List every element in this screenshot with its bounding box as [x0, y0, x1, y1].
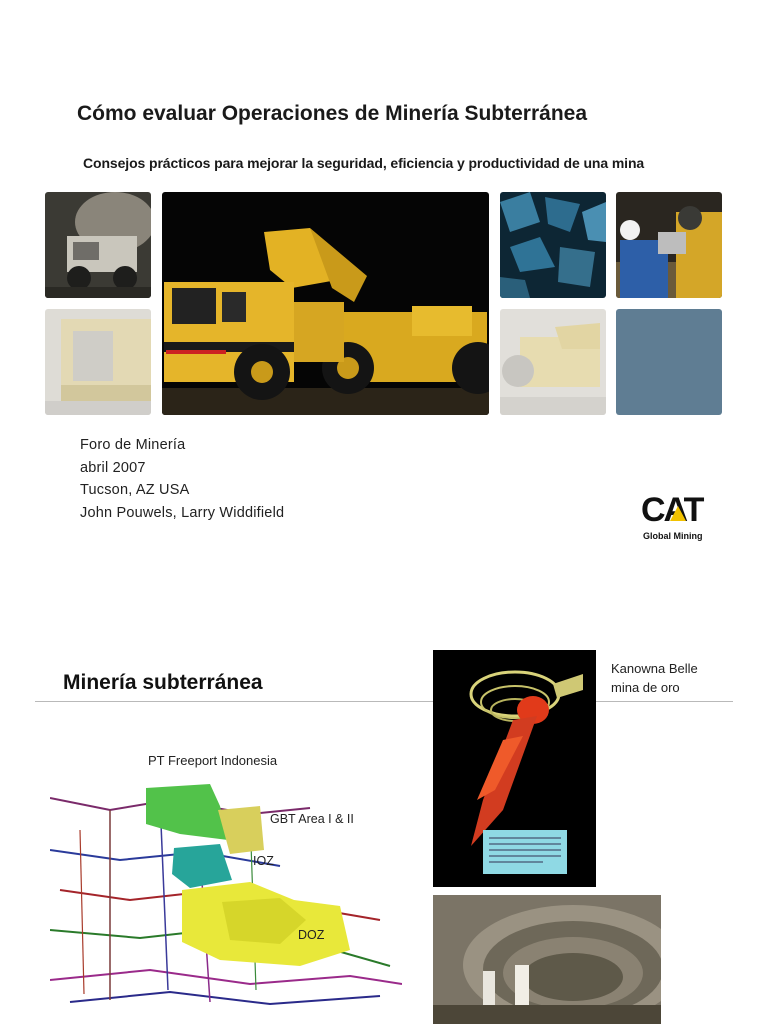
cat-triangle-icon	[670, 506, 686, 521]
kanowna-belle-caption	[611, 659, 698, 697]
open-pit-mine-photo	[433, 895, 661, 1024]
freeport-caption: PT Freeport Indonesia	[148, 753, 278, 768]
blue-gray-tile	[616, 309, 722, 415]
cat-logo-subtitle: Global Mining	[643, 531, 703, 541]
doz-label: DOZ	[298, 928, 325, 942]
gbt-area-label: GBT Area I & II	[270, 812, 354, 826]
miner-worker-photo	[616, 192, 722, 298]
event-name: Foro de Minería	[80, 437, 186, 453]
cat-global-mining-logo	[641, 492, 703, 544]
kanowna-caption-line-2: mina de oro	[611, 680, 680, 695]
slide-title: Cómo evaluar Operaciones de Minería Subterránea	[77, 102, 588, 125]
ioz-label: IOZ	[253, 854, 274, 868]
authors: John Pouwels, Larry Widdifield	[80, 505, 285, 521]
faded-loader-left-photo	[45, 309, 151, 415]
cat-logo-word: CAT	[641, 491, 703, 529]
slide2-title: Minería subterránea	[63, 671, 263, 694]
kanowna-belle-3d-model-image	[433, 650, 596, 887]
slide-subtitle: Consejos prácticos para mejorar la seguridad, eficiencia y productividad de una mina	[83, 155, 645, 171]
title-divider	[35, 701, 733, 702]
freeport-mine-3d-diagram	[50, 770, 402, 1010]
kanowna-caption-line-1: Kanowna Belle	[611, 661, 698, 676]
event-location: Tucson, AZ USA	[80, 482, 190, 498]
mine-tunnel-loader-photo	[45, 192, 151, 298]
event-date: abril 2007	[80, 460, 146, 476]
underground-loader-main-photo	[162, 192, 489, 415]
blue-rock-photo	[500, 192, 606, 298]
faded-loader-right-photo	[500, 309, 606, 415]
